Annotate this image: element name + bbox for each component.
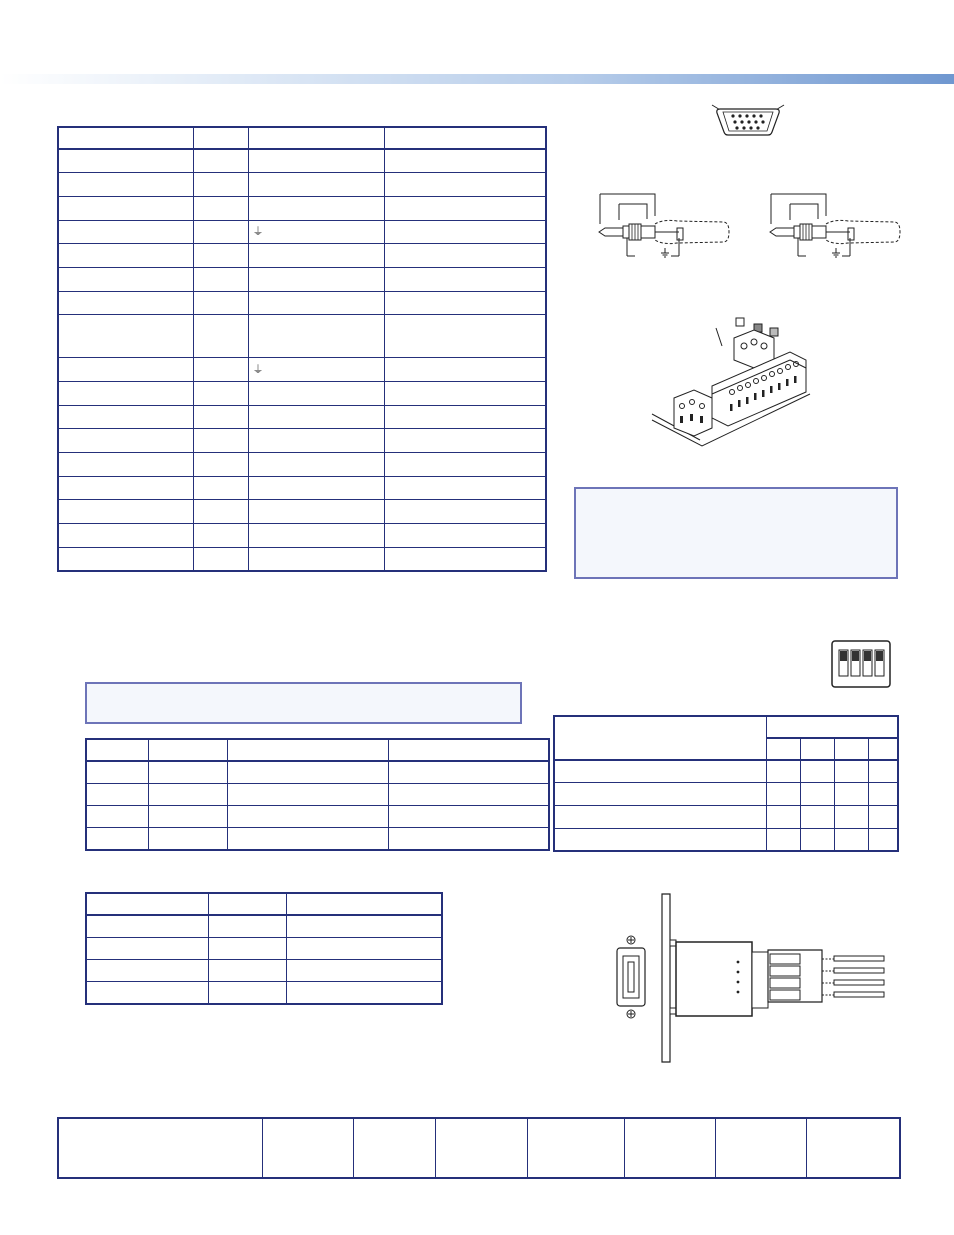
table-row	[554, 783, 898, 806]
table-row	[58, 547, 546, 571]
table-row	[58, 405, 546, 429]
table-row	[58, 523, 546, 547]
table-header-row	[86, 739, 549, 761]
table-row	[86, 783, 549, 805]
table-row	[58, 429, 546, 453]
table-row	[86, 828, 549, 850]
main-pin-table	[57, 126, 547, 572]
table-header-row	[554, 716, 898, 738]
settings-table	[85, 738, 550, 851]
note-box	[85, 682, 522, 724]
table-row	[86, 806, 549, 828]
audio-plug-icon	[766, 186, 906, 264]
table-row	[58, 196, 546, 220]
table-row	[86, 960, 442, 982]
table-row	[86, 915, 442, 937]
dip-switch-table	[553, 715, 899, 852]
ground-icon: ⏚	[252, 225, 264, 238]
table-row	[86, 982, 442, 1004]
table-row	[58, 149, 546, 173]
table-row	[554, 760, 898, 783]
table-row	[58, 500, 546, 524]
note-box	[574, 487, 898, 579]
header-accent-bar	[0, 74, 954, 84]
table-row	[58, 476, 546, 500]
vga-connector-icon	[708, 101, 788, 139]
table-row	[58, 358, 546, 382]
table-row	[58, 315, 546, 358]
specs-table	[57, 1117, 901, 1179]
table-row	[58, 291, 546, 315]
usb-adapter-icon	[612, 890, 892, 1066]
table-row	[554, 806, 898, 829]
usb-pin-table	[85, 892, 443, 1005]
audio-plug-icon	[595, 186, 735, 264]
table-header-row	[58, 127, 546, 149]
table-row	[58, 220, 546, 244]
table-row	[86, 761, 549, 783]
ground-icon: ⏚	[252, 363, 264, 376]
table-row	[58, 173, 546, 197]
table-row	[58, 1118, 900, 1178]
table-row	[86, 937, 442, 959]
table-row	[58, 244, 546, 268]
terminal-block-icon	[650, 310, 810, 450]
table-row	[554, 828, 898, 851]
table-header-row	[86, 893, 442, 915]
table-row	[58, 381, 546, 405]
table-row	[58, 452, 546, 476]
table-row	[58, 267, 546, 291]
dip-switch-icon	[831, 640, 891, 688]
